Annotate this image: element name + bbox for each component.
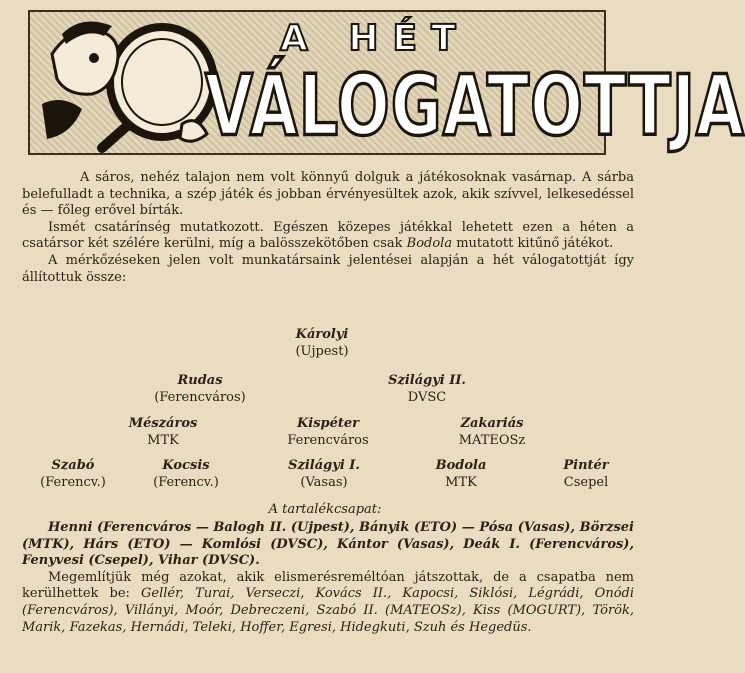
- reserve-title: A tartalékcsapat:: [268, 502, 382, 517]
- player-name: Szabó: [51, 458, 95, 473]
- player-name: Kocsis: [162, 458, 210, 473]
- banner-line-1: A HÉT: [280, 18, 470, 59]
- player-club: (Ferencváros): [154, 389, 246, 405]
- player-club: Ferencváros: [287, 432, 369, 448]
- player-club: MTK: [445, 474, 477, 490]
- player-half-center: [287, 416, 368, 449]
- banner-line-2: VÁLOGATOTTJA: [205, 56, 745, 155]
- player-name: Kispéter: [296, 416, 360, 431]
- closing-names: Gellér, Turai, Verseczi, Kovács II., Kapocsi, Siklósi, Légrádi, Onódi (Ferencváros), Villányi, Moór, Debreczeni, Szabó II. (MATEOSz), Kiss (MOGURT), Török, Marik, Fazekas, Hernádi, Teleki, Hoffer, Egresi, Hidegkuti, Szuh és Hegedüs.: [22, 586, 634, 635]
- player-name: Bodola: [435, 458, 487, 473]
- player-goalkeeper: [295, 327, 348, 360]
- player-club: MTK: [147, 432, 179, 448]
- player-forward-3: [288, 458, 360, 491]
- player-club: (Vasas): [300, 474, 348, 490]
- player-club: MATEOSz: [458, 432, 526, 448]
- player-forward-4: [436, 458, 487, 491]
- player-club: Csepel: [563, 474, 609, 490]
- closing-start: Megemlítjük még azokat, akik elismerésreméltóan játszottak, de a csapatba nem kerülhettek be:: [22, 569, 634, 602]
- paragraph-2-text: Ismét csatárínség mutatkozott. Egészen közepes játékkal lehetett ezen a héten a csatársor két szélére kerülni, míg a balösszekötőben csak: [22, 219, 634, 252]
- player-club: DVSC: [407, 389, 447, 405]
- player-name: Mészáros: [128, 416, 198, 431]
- player-back-left: [154, 373, 246, 406]
- player-club: (Ferencv.): [153, 474, 219, 490]
- player-half-right: [459, 416, 526, 449]
- player-name: Rudas: [177, 373, 223, 388]
- player-forward-1: [40, 458, 106, 491]
- player-back-right: [388, 373, 466, 406]
- player-forward-5: [563, 458, 608, 491]
- player-name: Szilágyi I.: [288, 458, 360, 473]
- player-half-left: [129, 416, 198, 449]
- player-name: Pintér: [563, 458, 609, 473]
- reserve-lineup: Henni (Ferencváros — Balogh II. (Ujpest), Bányik (ETO) — Pósa (Vasas), Börzsei (MTK), Hárs (ETO) — Komlósi (DVSC), Kántor (Vasas), Deák I. (Ferencváros), Fenyvesi (Csepel), Vihar (DVSC).: [22, 520, 634, 569]
- paragraph-2: [22, 220, 634, 253]
- closing-paragraph: [22, 570, 634, 636]
- reserve-section: [22, 520, 634, 636]
- paragraph-1: A sáros, nehéz talajon nem volt könnyű dolguk a játékosoknak vasárnap. A sárba belefulladt a technika, a szép játék és jobban érvényesültek azok, akik szívvel, lelkesedéssel és — főleg erővel bírták.: [22, 170, 634, 219]
- player-name: Szilágyi II.: [388, 373, 466, 388]
- title-banner: [28, 10, 745, 155]
- player-forward-2: [153, 458, 219, 491]
- paragraph-2-name: Bodola: [406, 236, 453, 252]
- player-name: Zakariás: [460, 416, 524, 431]
- paragraph-3: A mérkőzéseken jelen volt munkatársaink jelentései alapján a hét válogatottját így állítottuk össze:: [22, 252, 634, 285]
- magnifying-glass-mascot-icon: [32, 14, 228, 152]
- article-body: [22, 170, 634, 286]
- player-club: (Ferencv.): [40, 474, 106, 490]
- paragraph-2-end: mutatott kitűnő játékot.: [452, 236, 614, 252]
- player-name: Károlyi: [295, 327, 349, 342]
- player-club: (Ujpest): [295, 343, 349, 359]
